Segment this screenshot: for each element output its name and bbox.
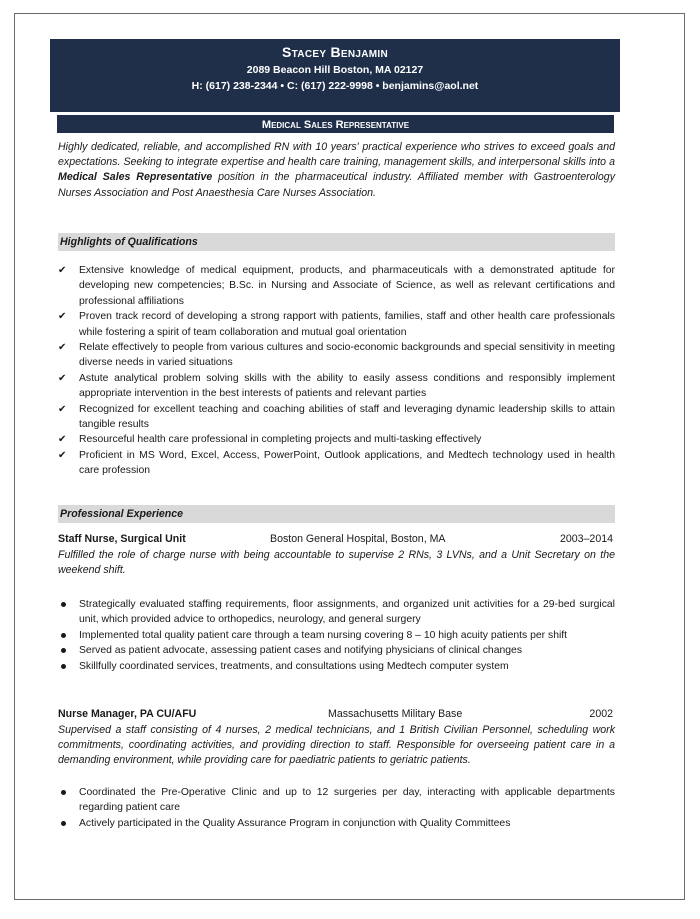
bullet-dot-icon	[61, 633, 66, 638]
list-item: Coordinated the Pre-Operative Clinic and up to 12 surgeries per day, interacting with applicable departments regarding patient care	[58, 785, 615, 816]
highlights-list	[58, 263, 615, 479]
summary-target-role: Medical Sales Representative	[58, 171, 213, 184]
position-title: Medical Sales Representative	[57, 112, 614, 133]
experience-heading: Professional Experience	[58, 505, 615, 523]
checkmark-bullet-icon: ✔	[58, 434, 67, 446]
list-item: ✔ Astute analytical problem solving skills with the ability to easily assess conditions and responsibly implement appropriate intervention in the best interests of patients and relevant parties	[58, 372, 615, 400]
bullet-dot-icon	[61, 790, 66, 795]
job-entry-2	[58, 708, 615, 769]
bullet-dot-icon	[61, 821, 66, 826]
checkmark-bullet-icon: ✔	[58, 311, 67, 323]
resume-header	[50, 39, 620, 112]
list-item: ✔ Extensive knowledge of medical equipment, products, and pharmaceuticals with a demonstrated aptitude for developing new competencies; B.Sc. in Nursing and Associate of Science, as well as relevant certifications and professional affiliations	[58, 265, 615, 307]
checkmark-bullet-icon: ✔	[58, 342, 67, 354]
bullet-dot-icon	[61, 664, 66, 669]
checkmark-bullet-icon: ✔	[58, 265, 67, 276]
summary-text-1: Highly dedicated, reliable, and accomplished RN with 10 years' practical experience who strives to exceed goals and expectations. Seeking to integrate expertise and health care training, management skills, and interpersonal skills into a	[58, 141, 615, 169]
list-item: Strategically evaluated staffing requirements, floor assignments, and organized unit activities for a 29-bed surgical unit, which provided advice to orthopedics, neurology, and general surgery	[58, 597, 615, 628]
checkmark-bullet-icon: ✔	[58, 403, 67, 415]
job-header	[58, 708, 615, 723]
job-dates: 2003–2014	[559, 533, 613, 545]
summary-paragraph	[58, 140, 615, 201]
job-dates: 2002	[589, 708, 613, 720]
job-entry-1	[58, 533, 615, 578]
list-item: Implemented total quality patient care through a team nursing covering 8 – 10 high acuity patients per shift	[58, 628, 615, 643]
job-description: Fulfilled the role of charge nurse with being accountable to supervise 2 RNs, 3 LVNs, and a Unit Secretary on the weekend shift.	[58, 549, 615, 577]
summary-text-2: position in the pharmaceutical industry. Affiliated member with Gastroenterology Nurses Association and Post Anaesthesia Care Nurses Association.	[58, 171, 615, 199]
job-header	[58, 533, 615, 548]
list-item: Skillfully coordinated services, treatments, and consultations using Medtech computer system	[58, 659, 615, 674]
highlights-heading: Highlights of Qualifications	[58, 233, 615, 251]
job-description: Supervised a staff consisting of 4 nurses, 2 medical technicians, and 1 British Civilian Personnel, scheduling work commitments, coordinating activities, and providing direction to staff. Responsible for overseeing patient care in a demanding environment, while providing care for paediatric patients to geriatric patients.	[58, 724, 615, 767]
list-item: Served as patient advocate, assessing patient cases and notifying physicians of clinical changes	[58, 643, 615, 658]
checkmark-bullet-icon: ✔	[58, 372, 67, 384]
list-item: ✔ Relate effectively to people from various cultures and socio-economic backgrounds and special sensitivity in meeting diverse needs in varied situations	[58, 342, 615, 369]
candidate-address: 2089 Beacon Hill Boston, MA 02127	[246, 64, 424, 76]
list-item: ✔ Proven track record of developing a strong rapport with patients, families, staff and other health care professionals while fostering a spirit of team collaboration and mutual goal orientation	[58, 311, 615, 338]
bullet-dot-icon	[61, 648, 66, 653]
candidate-contact: H: (617) 238-2344 • C: (617) 222-9998 • benjamins@aol.net	[191, 80, 479, 92]
candidate-name: Stacey Benjamin	[282, 44, 388, 60]
list-item: Actively participated in the Quality Assurance Program in conjunction with Quality Committees	[58, 816, 615, 831]
job-1-bullets	[58, 597, 615, 674]
job-2-bullets	[58, 785, 615, 831]
job-employer: Boston General Hospital, Boston, MA	[270, 533, 446, 545]
checkmark-bullet-icon: ✔	[58, 449, 67, 461]
list-item: ✔ Resourceful health care professional in completing projects and multi-tasking effectively	[58, 432, 615, 447]
job-employer: Massachusetts Military Base	[328, 708, 463, 720]
list-item: ✔ Recognized for excellent teaching and coaching abilities of staff and leveraging dynamic leadership skills to attain tangible results	[58, 403, 615, 431]
bullet-dot-icon	[61, 602, 66, 607]
list-item: ✔ Proficient in MS Word, Excel, Access, PowerPoint, Outlook applications, and Medtech technology used in health care profession	[58, 449, 615, 477]
job-title: Staff Nurse, Surgical Unit	[58, 533, 186, 545]
job-title: Nurse Manager, PA CU/AFU	[58, 708, 197, 720]
